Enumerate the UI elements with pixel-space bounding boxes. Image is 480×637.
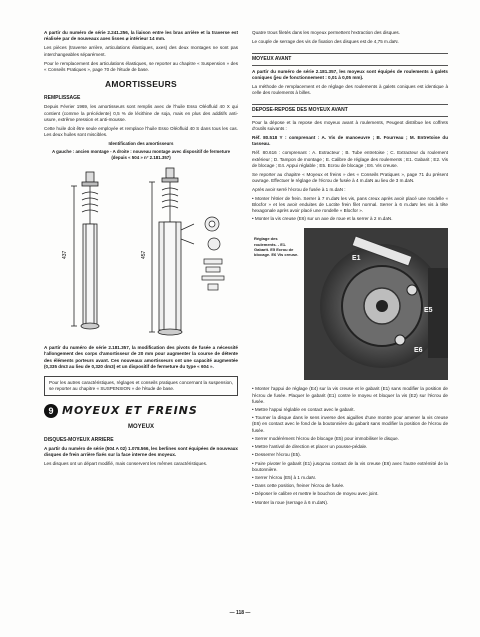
figure-caption-title: Identification des amortisseurs (108, 141, 174, 147)
moyeux-heading: MOYEUX (127, 424, 154, 431)
remplissage-heading: REMPLISSAGE (44, 95, 81, 102)
procedure-bullet: • Faire pivoter le gabarit (E1) jusqu'au contact de la vis creuse (E6) avec l'autre extrémité de la boutonnière. (252, 460, 448, 472)
info-box (44, 376, 238, 396)
procedure-bullet: • Desserrer l'écrou (E5). (252, 452, 301, 458)
label-e1: E1 (352, 255, 361, 263)
intro-paragraph-3: Pour le remplacement des articulations élastiques, se reporter au chapitre « Suspension » des « Conseils Pratiques », page 70 de l'étude de base. (44, 60, 238, 73)
figure-caption-detail: A gauche : ancien montage - A droite : nouveau montage avec dispositif de fermeture (depuis « 504 » n° 2.181.357) (51, 149, 231, 160)
right-paragraph-1: Quatre trous filetés dans les moyeux permettent l'extraction des disques. (252, 30, 400, 35)
disques-heading: DISQUES-MOYEUX ARRIERE (44, 436, 114, 443)
right-column (252, 30, 448, 508)
photo-caption: Réglage des roulements. - E1. Gabarit. E5 Ecrou de blocage. E6 Vis creuse. (254, 236, 299, 258)
procedure-bullet: • Monter la roue (serrage à 6 m.daN). (252, 499, 329, 505)
depose-bullet-2: • Monter l'étrier de frein. Serrer à 7 m.daN les vis, pans creux après avoir placé une rondelle « Blocfor » et les avoir enduites de Loctite frein filet normal. Serrer à 6 m.daN les vis à tête hexagonale après avoir placé une rondelle « Blocfor ». (252, 195, 448, 214)
shock-absorber-illustration (44, 164, 238, 339)
procedure-bullet: • Mettre l'appui réglable en contact avec le gabarit. (252, 407, 355, 413)
remplissage-paragraph-1: Depuis Février 1969, les amortisseurs sont remplis avec de l'huile Esso Oléofluid 40 X qui contient (comme la précédente) 0,5 % de lécithine de soja, mais en plus des additifs anti-usure, extrême pression et anti-mousse. (44, 104, 238, 122)
procedure-bullet: • Serrer modérément l'écrou de blocage (E5) pour immobiliser le disque. (252, 435, 399, 441)
disques-paragraph-2: Les disques ont un départ modifié, mais conservent les mêmes caractéristiques. (44, 461, 208, 467)
intro-paragraph-2: Les pièces (traverse arrière, articulations élastiques, axes) des deux montages ne sont pas interchangeables séparément. (44, 45, 238, 57)
depose-paragraph-1: Pour la dépose et la repose des moyeux avant à roulements, Peugeot distribue les coffrets d'outils suivants : (252, 119, 448, 131)
remplissage-paragraph-2: Cette huile doit être seule employée et remplace l'huile Esso Oléofluid 40 S dans tous les cas. Les deux huiles sont miscibles. (44, 126, 238, 138)
moyeux-avant-paragraph-1: A partir du numéro de série 2.181.357, les moyeux sont équipés de roulements à galets coniques (jeu de fonctionnement : 0,01 à 0,05 mm). (252, 68, 448, 80)
label-e6: E6 (414, 347, 423, 355)
label-e5: E5 (424, 307, 433, 315)
page-number: — 118 — (229, 610, 251, 616)
new-absorber (149, 168, 182, 335)
detail-parts (181, 217, 224, 290)
depose-paragraph-2: Réf. 80.518 Y : comprenant : A. Vis de manoeuvre ; B. Fourreau ; M. Entretoise du tasseau. (252, 135, 448, 147)
old-absorber (71, 172, 99, 329)
serial-paragraph: A partir du numéro de série 2.181.357, la modification des pivots de fusée a nécessité l'allongement des corps d'amortisseur de 20 mm pour augmenter la course de détente des éléments porteurs avant. Ces nouveaux amortisseurs ont une capacité augmentée (0,335 dm3 au lieu de 0,320 dm3) et un dispositif de fermeture du type « 604 ». (44, 345, 238, 369)
amortisseurs-heading: AMORTISSEURS (104, 79, 178, 90)
procedure-bullet: • Monter l'appui de réglage (E4) sur la vis creuse et le gabarit (E1) sans modifier la position de l'écrou de fusée. Plaquer le gabarit (E1) contre le moyeu et bloquer la vis (E2) sur l'écrou de fusée. (252, 386, 448, 404)
left-column (44, 30, 238, 470)
intro-paragraph-1: A partir du numéro de série 2.241.256, la liaison entre les bras arrière et la traverse est réalisée par de nouveaux axes lisses ⌀ intérieur 14 mm. (44, 30, 238, 42)
procedure-bullet: • Tourner la disque dans le sens inverse des aiguilles d'une montre pour amener la vis creuse (E6) en contact avec le fond de la boutonnière du gabarit sans modifier la position de l'écrou de fusée. (252, 415, 448, 433)
chapter-number: 9 (44, 404, 58, 418)
chapter-title (44, 404, 238, 418)
depose-bullet-1: Après avoir serré l'écrou de fusée à 1 m.daN : (252, 187, 346, 193)
dimension-old: 437 (62, 250, 68, 260)
disques-paragraph-1: A partir du numéro de série (504 A 02) 1.078.566, les berlines sont équipées de nouveaux disques de frein arrière fixés sur la face interne des moyeux. (44, 445, 238, 458)
procedure-bullet: • Mettre l'antivol de direction et placer un pousse-pédale. (252, 444, 368, 450)
right-paragraph-2: Le couple de serrage des vis de fixation des disques est de 4,75 m.daN. (252, 39, 399, 45)
depose-repose-heading: DEPOSE-REPOSE DES MOYEUX AVANT (252, 104, 448, 116)
depose-paragraph-4: Se reporter au chapitre « Moyeux et freins » des « Conseils Pratiques », page 71 du présent ouvrage. Effectuer le réglage de l'écrou de fusée à 4 m.daN au lieu de 3 m.daN. (252, 172, 448, 184)
chapter-title-text: MOYEUX ET FREINS (62, 404, 198, 418)
shock-absorber-drawing (44, 164, 238, 339)
moyeux-avant-heading: MOYEUX AVANT (252, 53, 448, 65)
procedure-bullet: • Dans cette position, freiner l'écrou de fusée. (252, 483, 345, 489)
info-box-text: Pour les autres caractéristiques, réglages et conseils pratiques concernant la suspension, se reporter au chapitre « SUSPENSION » de l'étude de base. (49, 380, 233, 392)
procedure-bullet: • Serrer l'écrou (E5) à 1 m.daN. (252, 474, 317, 480)
depose-bullet-3: • Monter la vis creuse (E6) sur un axe de roue et la serrer à 2 m.daN. (252, 216, 393, 222)
depose-paragraph-3: Réf. 80.616 : comprenant : A. Extracteur ; B. Tube entretoise ; C. Extracteur du roulement extérieur ; D. Tampon de montage ; E. Calibre de réglage des roulements ; E1. Gabarit ; E2. Vis de blocage ; E4. Appui réglable ; E5. Ecrou de blocage ; E6. Vis creuse. (252, 150, 448, 168)
dimension-new: 457 (141, 250, 147, 260)
bearing-adjustment-photo (252, 228, 448, 380)
procedure-bullet: • Déposer le calibre et mettre le bouchon de moyeu avec joint. (252, 491, 379, 497)
moyeux-avant-paragraph-2: La méthode de remplacement et de réglage des roulements à galets coniques est identique à celle des roulements à billes. (252, 84, 448, 96)
procedure-bullet-list (252, 386, 448, 505)
